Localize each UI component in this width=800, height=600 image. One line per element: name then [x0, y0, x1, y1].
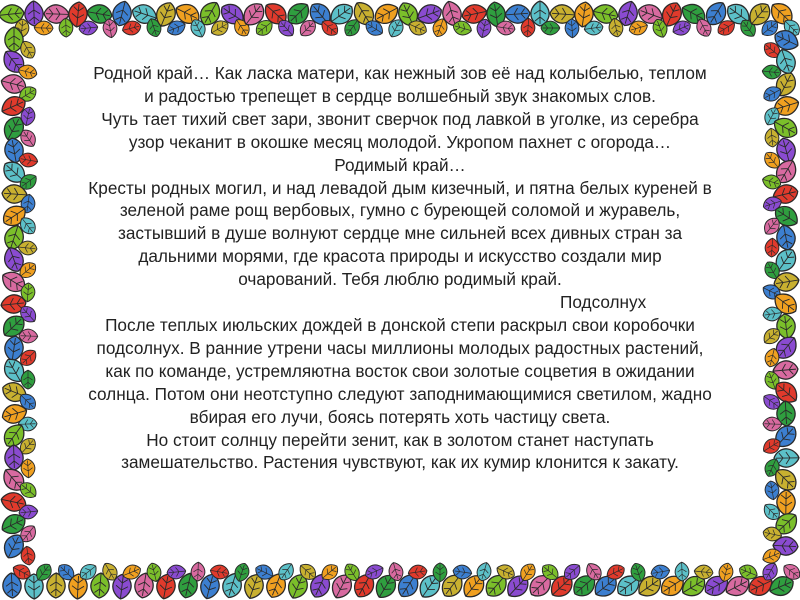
text-line: и радостью трепещет в сердце волшебный звук знакомых слов.	[144, 85, 656, 106]
text-line: солнца. Потом они неотступно следуют заподнимающимися светилом, жадно	[88, 383, 712, 404]
text-line: После теплых июльских дождей в донской степи раскрыл свои коробочки	[105, 314, 695, 335]
document-text	[40, 62, 760, 502]
text-line: Родной край… Как ласка матери, как нежный зов её над колыбелью, теплом	[93, 63, 707, 83]
text-line: очарований. Тебя люблю родимый край.	[238, 269, 562, 290]
text-line: зеленой раме рощ вербовых, гумно с буреющей соломой и журавель,	[119, 200, 681, 221]
autumn-leaf-icon	[541, 21, 560, 35]
text-line: вбирая его лучи, боясь потерять хоть частицу света.	[189, 406, 611, 427]
text-line: Чуть тает тихий свет зари, звонит сверчок под лавкой в уголке, из серебра	[101, 108, 699, 129]
text-line: дальними морями, где красота природы и искусство создали мир	[138, 246, 662, 267]
text-line: Но стоит солнцу перейти зенит, как в золотом станет наступать	[146, 429, 654, 450]
text-line: узор чеканит в окошке месяц молодой. Укропом пахнет с огорода…	[128, 131, 672, 152]
text-line: Родимый край…	[334, 154, 466, 175]
text-line: застывший в душе волнуют сердце мне сильней всех дивных стран за	[117, 223, 683, 244]
section-heading: Подсолнух	[560, 292, 647, 313]
text-line: Кресты родных могил, и над левадой дым кизечный, и пятна белых куреней в	[88, 177, 712, 198]
text-line: подсолнух. В ранние утрени часы миллионы молодых радостных растений,	[96, 337, 704, 358]
text-line: как по команде, устремляютна восток свои золотые соцветия в ожидании	[105, 360, 695, 381]
text-line: замешательство. Растения чувствуют, как их кумир клонится к закату.	[121, 452, 679, 473]
